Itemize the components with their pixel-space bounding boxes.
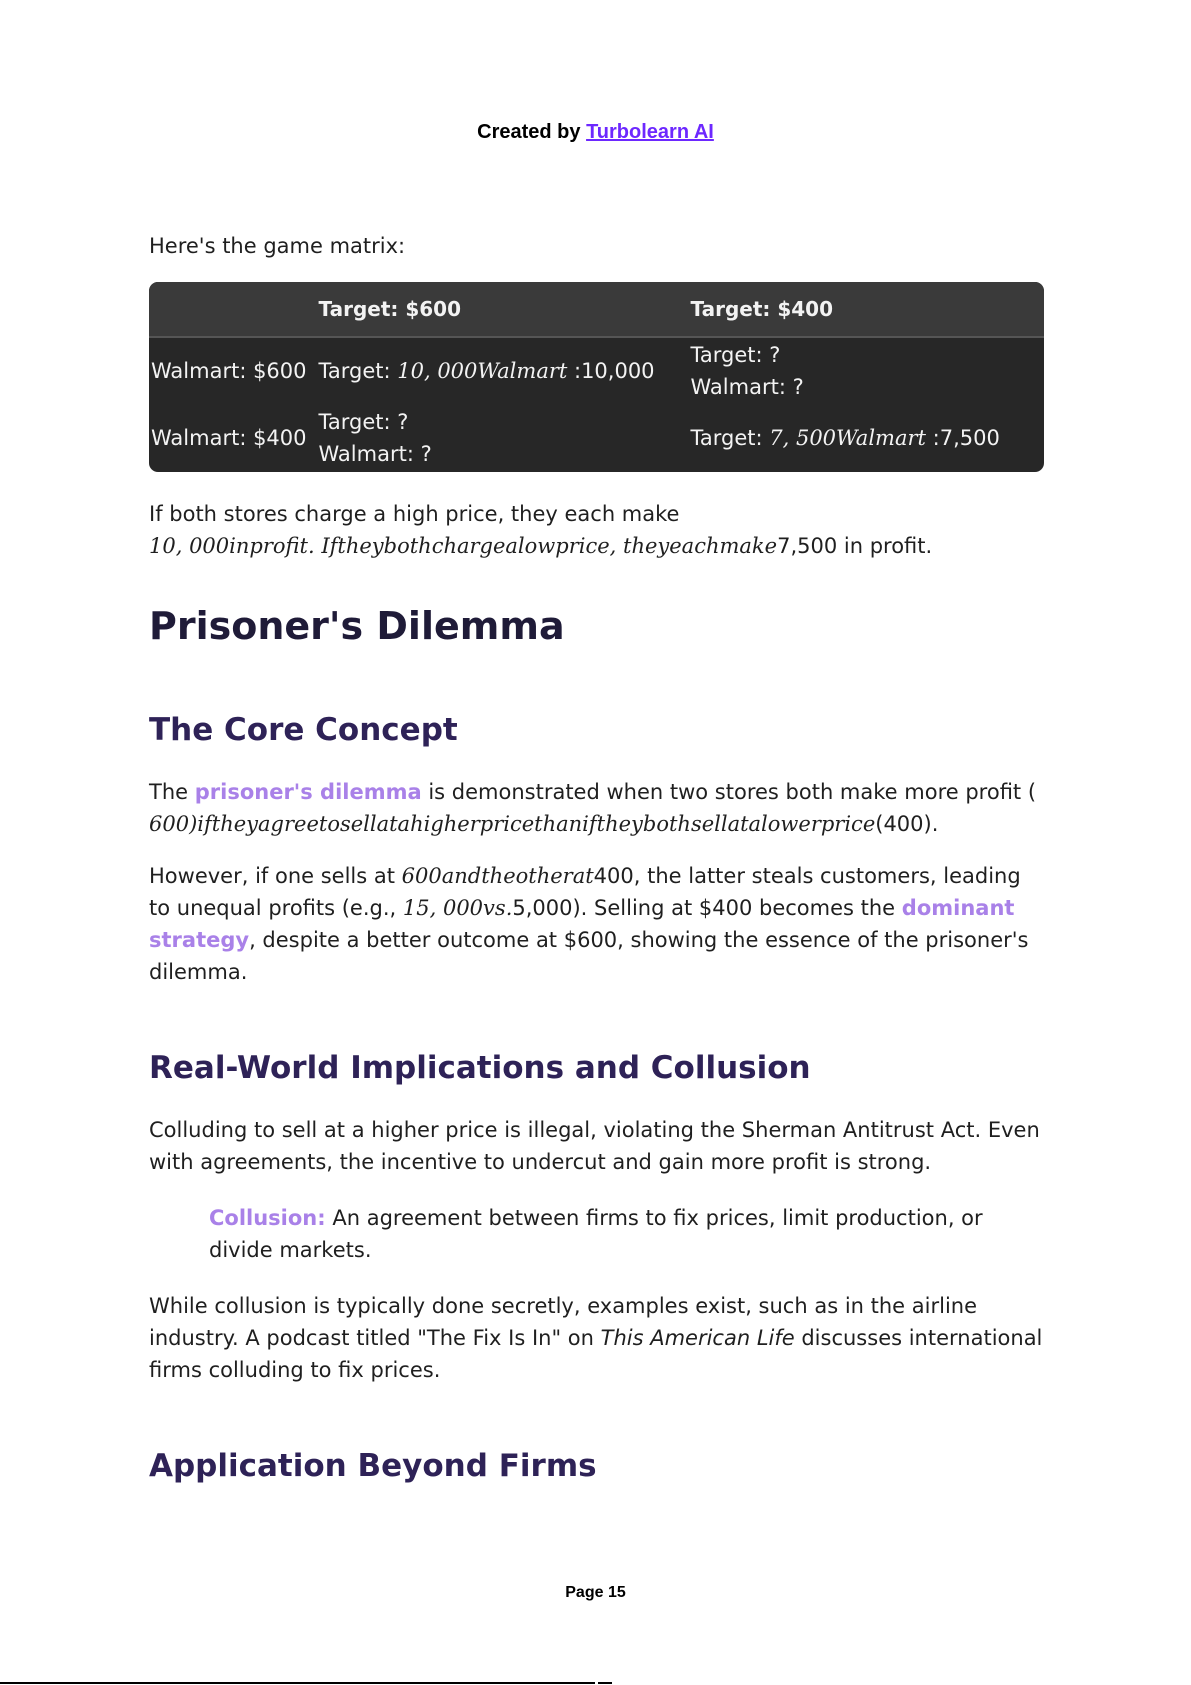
summary-text2: 7,500 in profit. xyxy=(777,534,933,558)
core-p1-t1: The xyxy=(149,780,195,804)
core-paragraph-2 xyxy=(149,860,1045,988)
matrix-header-target-400: Target: $400 xyxy=(679,282,1044,338)
term-prisoners-dilemma: prisoner's dilemma xyxy=(194,780,422,804)
page-number: Page 15 xyxy=(565,1584,626,1601)
heading-core-concept: The Core Concept xyxy=(149,712,458,748)
cell-400-400-math: 7, 500 xyxy=(769,426,837,450)
term-dominant-strategy: dominant strategy xyxy=(149,896,1015,952)
game-matrix-table xyxy=(149,282,1044,472)
real-p2-t2: discusses international firms colluding to fix prices. xyxy=(149,1326,1043,1382)
collusion-definition xyxy=(209,1202,1045,1266)
cell-600-400-line1: Target: ? xyxy=(690,343,781,367)
matrix-row-walmart-600 xyxy=(149,338,1044,404)
cell-400-400 xyxy=(679,404,1044,472)
matrix-header-row xyxy=(149,282,1044,338)
core-p1-t3: (400). xyxy=(875,812,939,836)
cell-600-600 xyxy=(307,338,679,404)
summary-math-b: inprofit. Iftheybothchargealowprice, theyeachmake xyxy=(229,534,778,558)
term-collusion: Collusion: xyxy=(209,1206,326,1230)
core-p2-math1-text: andtheotherat xyxy=(441,864,594,888)
page-header xyxy=(0,121,1191,144)
cell-600-400 xyxy=(679,338,1044,404)
real-p2-t1: While collusion is typically done secretly, examples exist, such as in the airline industry. A podcast titled "The Fix Is In" on xyxy=(149,1294,978,1350)
cell-600-400-line2: Walmart: ? xyxy=(690,375,804,399)
cell-400-600 xyxy=(307,404,679,472)
cell-600-600-math2: Walmart xyxy=(477,359,568,383)
core-p2-t2: 400, the latter steals customers, leading to unequal profits (e.g., xyxy=(149,864,1021,920)
cell-600-600-prefix: Target: xyxy=(318,359,398,383)
document-content xyxy=(149,230,1045,1486)
cell-400-600-line1: Target: ? xyxy=(318,410,409,434)
cell-400-400-math2: Walmart xyxy=(836,426,926,450)
heading-real-world: Real-World Implications and Collusion xyxy=(149,1050,811,1086)
core-p2-t4: , despite a better outcome at $600, showing the essence of the prisoner's dilemma. xyxy=(149,928,1029,984)
matrix-row-walmart-400 xyxy=(149,404,1044,472)
matrix-corner-header xyxy=(149,282,307,338)
core-p1-t2: is demonstrated when two stores both make more profit ( xyxy=(421,780,1037,804)
matrix-header-target-600: Target: $600 xyxy=(307,282,679,338)
summary-text1: If both stores charge a high price, they each make xyxy=(149,502,680,526)
header-prefix: Created by xyxy=(477,121,587,143)
bottom-rule xyxy=(0,1682,595,1684)
real-paragraph-2 xyxy=(149,1290,1045,1386)
cell-400-400-rest: :7,500 xyxy=(925,426,1000,450)
cell-400-600-line2: Walmart: ? xyxy=(318,442,432,466)
core-p2-t3: 5,000). Selling at $400 becomes the xyxy=(512,896,902,920)
bottom-rule-short xyxy=(598,1682,612,1684)
core-paragraph-1 xyxy=(149,776,1045,840)
core-p2-math2-text: vs. xyxy=(483,896,513,920)
row-label-walmart-600: Walmart: $600 xyxy=(151,359,307,383)
real-paragraph-1: Colluding to sell at a higher price is illegal, violating the Sherman Antitrust Act. Even with agreements, the incentive to undercut and gain more profit is strong. xyxy=(149,1118,1040,1174)
core-p1-math-num: 600) xyxy=(149,812,198,836)
section-title-prisoners-dilemma: Prisoner's Dilemma xyxy=(149,604,565,648)
core-p2-math2-num: 15, 000 xyxy=(402,896,484,920)
heading-application-beyond-firms: Application Beyond Firms xyxy=(149,1448,597,1484)
core-p1-math-text: iftheyagreetosellatahigherpricethaniftheybothsellatalowerprice xyxy=(197,812,876,836)
cell-600-600-math: 10, 000 xyxy=(397,359,478,383)
collusion-definition-text: An agreement between firms to fix prices, limit production, or divide markets. xyxy=(209,1206,983,1262)
cell-400-400-prefix: Target: xyxy=(690,426,770,450)
core-p2-t1: However, if one sells at xyxy=(149,864,402,888)
matrix-intro: Here's the game matrix: xyxy=(149,234,406,258)
summary-math-a: 10, 000 xyxy=(149,534,230,558)
profit-summary-paragraph xyxy=(149,498,1045,562)
row-label-walmart-400: Walmart: $400 xyxy=(151,426,307,450)
cell-600-600-rest: :10,000 xyxy=(567,359,655,383)
turbolearn-link[interactable]: Turbolearn AI xyxy=(586,121,714,143)
core-p2-math1-num: 600 xyxy=(401,864,442,888)
podcast-show-title: This American Life xyxy=(600,1326,795,1350)
